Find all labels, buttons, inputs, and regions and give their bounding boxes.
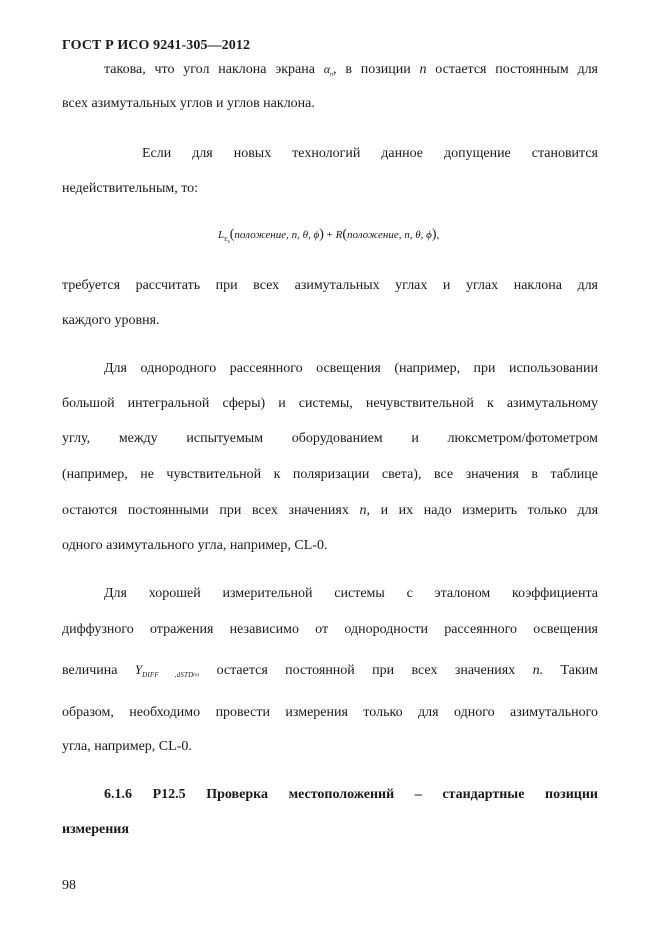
paragraph-5-line-3 [62, 662, 598, 684]
page-number: 98 [62, 878, 76, 893]
alpha-symbol: $\alpha_n$ [323, 62, 334, 78]
p5-l3-text-c: Таким [560, 663, 599, 678]
p4-l5-text-a: остаются постоянными при всех значениях [62, 503, 349, 518]
paragraph-4-line-1: Для однородного рассеянного освещения (например, при использовании [104, 361, 598, 376]
paragraph-5-line-5: угла, например, CL-0. [62, 739, 192, 754]
paragraph-5-line-2: диффузного отражения независимо от однородности рассеянного освещения [62, 622, 598, 637]
paragraph-5-line-4: образом, необходимо провести измерения только для одного азимутального [62, 705, 598, 720]
paragraph-4-line-3: углу, между испытуемым оборудованием и люксметром/фотометром [62, 431, 598, 446]
p4-n-symbol: n, [359, 503, 370, 518]
p5-l3-text-a: величина [62, 663, 118, 678]
paragraph-5-line-1: Для хорошей измерительной системы с эталоном коэффициента [104, 586, 598, 601]
formula-arg-1: положение, n, θ, ϕ [234, 229, 320, 241]
paragraph-3-line-2: каждого уровня. [62, 313, 160, 328]
formula-open-paren-2: ( [342, 227, 348, 242]
section-heading-line-1: 6.1.6 P12.5 Проверка местоположений – стандартные позиции [104, 787, 598, 802]
p5-n-symbol: n. [532, 663, 544, 678]
luminance-formula [218, 227, 439, 245]
y-diff-symbol: $Y_{DIFF ,dSTD}(n)$ [134, 662, 200, 679]
paragraph-4-line-2: большой интегральной сферы) и системы, нечувствительной к азимутальному [62, 396, 598, 411]
p5-l3-text-b: остается постоянной при всех значениях [216, 663, 516, 678]
paragraph-1-line-2: всех азимутальных углов и углов наклона. [62, 96, 315, 111]
p1-text-b: , в позиции [333, 62, 411, 77]
formula-L: L [218, 229, 225, 241]
formula-open-paren-1: ( [229, 227, 235, 242]
document-header: ГОСТ Р ИСО 9241-305—2012 [62, 38, 251, 53]
formula-close-paren-2: ) [431, 227, 437, 242]
paragraph-2-line-2: недействительным, то: [62, 181, 199, 196]
paragraph-2-line-1: Если для новых технологий данное допущение становится [142, 146, 598, 161]
paragraph-3-line-1: требуется рассчитать при всех азимутальных углах и углах наклона для [62, 278, 598, 293]
p4-l5-text-b: и их надо измерить только для [380, 503, 599, 518]
formula-R: R [335, 229, 343, 241]
paragraph-4-line-6: одного азимутального угла, например, CL-0. [62, 538, 328, 553]
formula-comma: , [436, 229, 440, 241]
paragraph-1-line-1 [104, 61, 598, 83]
p1-text-c: остается постоянным для [435, 62, 599, 77]
formula-plus: + [326, 229, 333, 241]
paragraph-4-line-5 [62, 503, 598, 519]
formula-close-paren-1: ) [319, 227, 324, 242]
paragraph-4-line-4: (например, не чувствительной к поляризации света), все значения в таблице [62, 467, 598, 482]
p1-n-symbol: n [419, 62, 427, 77]
formula-L-sub: Es [224, 237, 230, 245]
p1-text-a: такова, что угол наклона экрана [104, 62, 315, 77]
section-heading-line-2: измерения [62, 822, 129, 837]
formula-arg-2: положение, n, θ, ϕ [347, 229, 432, 241]
